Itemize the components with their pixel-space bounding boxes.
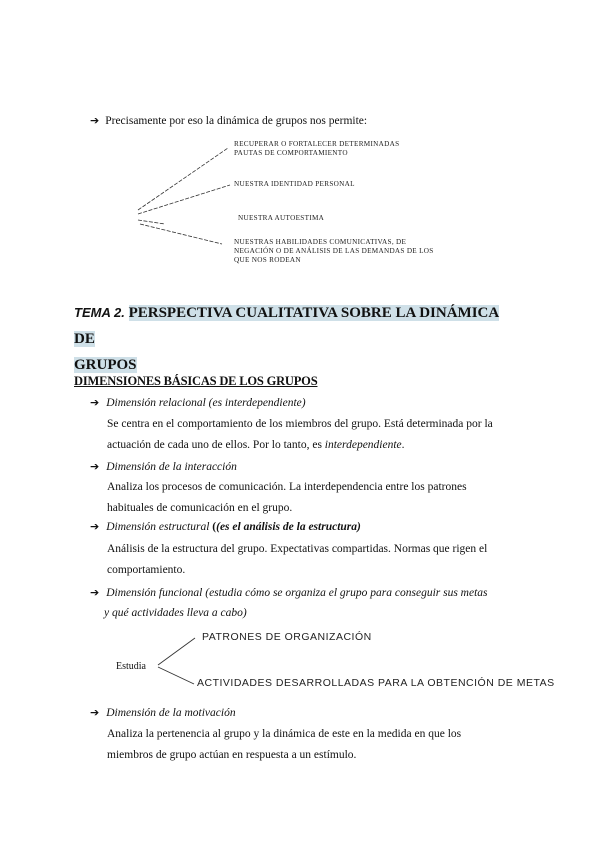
item-body-estructural: Análisis de la estructura del grupo. Expectativas compartidas. Normas que rigen el comportamiento.: [107, 543, 488, 576]
item-body-interaccion: Analiza los procesos de comunicación. La interdependencia entre los patrones habituales de comunicación en el grupo.: [107, 481, 467, 514]
section-heading: DIMENSIONES BÁSICAS DE LOS GRUPOS: [74, 374, 318, 388]
arrow-bullet-icon: ➔: [90, 460, 100, 473]
study-diagram-lines: [150, 630, 200, 690]
item-title-funcional: ➔ Dimensión funcional (estudia cómo se organiza el grupo para conseguir sus metas y qué actividades lleva a cabo): [90, 586, 488, 619]
arrow-bullet-icon: ➔: [90, 396, 100, 409]
arrow-bullet-icon: ➔: [90, 706, 100, 719]
branch-line-3: [138, 220, 165, 224]
page-title: [74, 300, 514, 378]
tema-label: TEMA 2.: [74, 305, 125, 320]
item-title-relacional: ➔ Dimensión relacional (es interdependiente): [90, 396, 306, 409]
branch-line-4: [140, 224, 222, 244]
study-root-label: Estudia: [116, 661, 146, 672]
intro-line: [90, 114, 367, 127]
diagram1-branch-2: NUESTRA IDENTIDAD PERSONAL: [234, 180, 355, 188]
arrow-bullet-icon: ➔: [90, 114, 100, 127]
diagram1-branch-1: RECUPERAR O FORTALECER DETERMINADAS PAUTAS DE COMPORTAMIENTO: [234, 140, 400, 157]
diagram1-branch-4: NUESTRAS HABILIDADES COMUNICATIVAS, DE NEGACIÓN O DE ANÁLISIS DE LAS DEMANDAS DE LOS QUE NOS RODEAN: [234, 238, 434, 264]
arrow-bullet-icon: ➔: [90, 586, 100, 599]
study-branch-2: ACTIVIDADES DESARROLLADAS PARA LA OBTENCIÓN DE METAS: [197, 677, 555, 689]
item-body-motivacion: Analiza la pertenencia al grupo y la dinámica de este en la medida en que los miembros de grupo actúan en respuesta a un estímulo.: [107, 728, 462, 761]
title-line-2: GRUPOS: [74, 357, 137, 373]
title-line-1: PERSPECTIVA CUALITATIVA SOBRE LA DINÁMICA DE: [74, 305, 500, 347]
study-branch-1: PATRONES DE ORGANIZACIÓN: [202, 631, 372, 643]
item-title-estructural: ➔ Dimensión estructural ((es el análisis de la estructura): [90, 520, 361, 533]
branch-line-1: [138, 148, 228, 210]
diagram1-branch-3: NUESTRA AUTOESTIMA: [238, 214, 325, 222]
item-title-interaccion: ➔ Dimensión de la interacción: [90, 460, 237, 473]
item-body-relacional: Se centra en el comportamiento de los miembros del grupo. Está determinada por la actuación de cada uno de ellos. Por lo tanto, es interdependiente.: [107, 418, 493, 451]
branch-line-2: [138, 185, 230, 214]
intro-text: Precisamente por eso la dinámica de grupos nos permite:: [105, 115, 368, 127]
branch-line-b: [158, 667, 194, 684]
branch-line-a: [158, 638, 195, 665]
item-title-motivacion: ➔ Dimensión de la motivación: [90, 706, 236, 719]
arrow-bullet-icon: ➔: [90, 520, 100, 533]
